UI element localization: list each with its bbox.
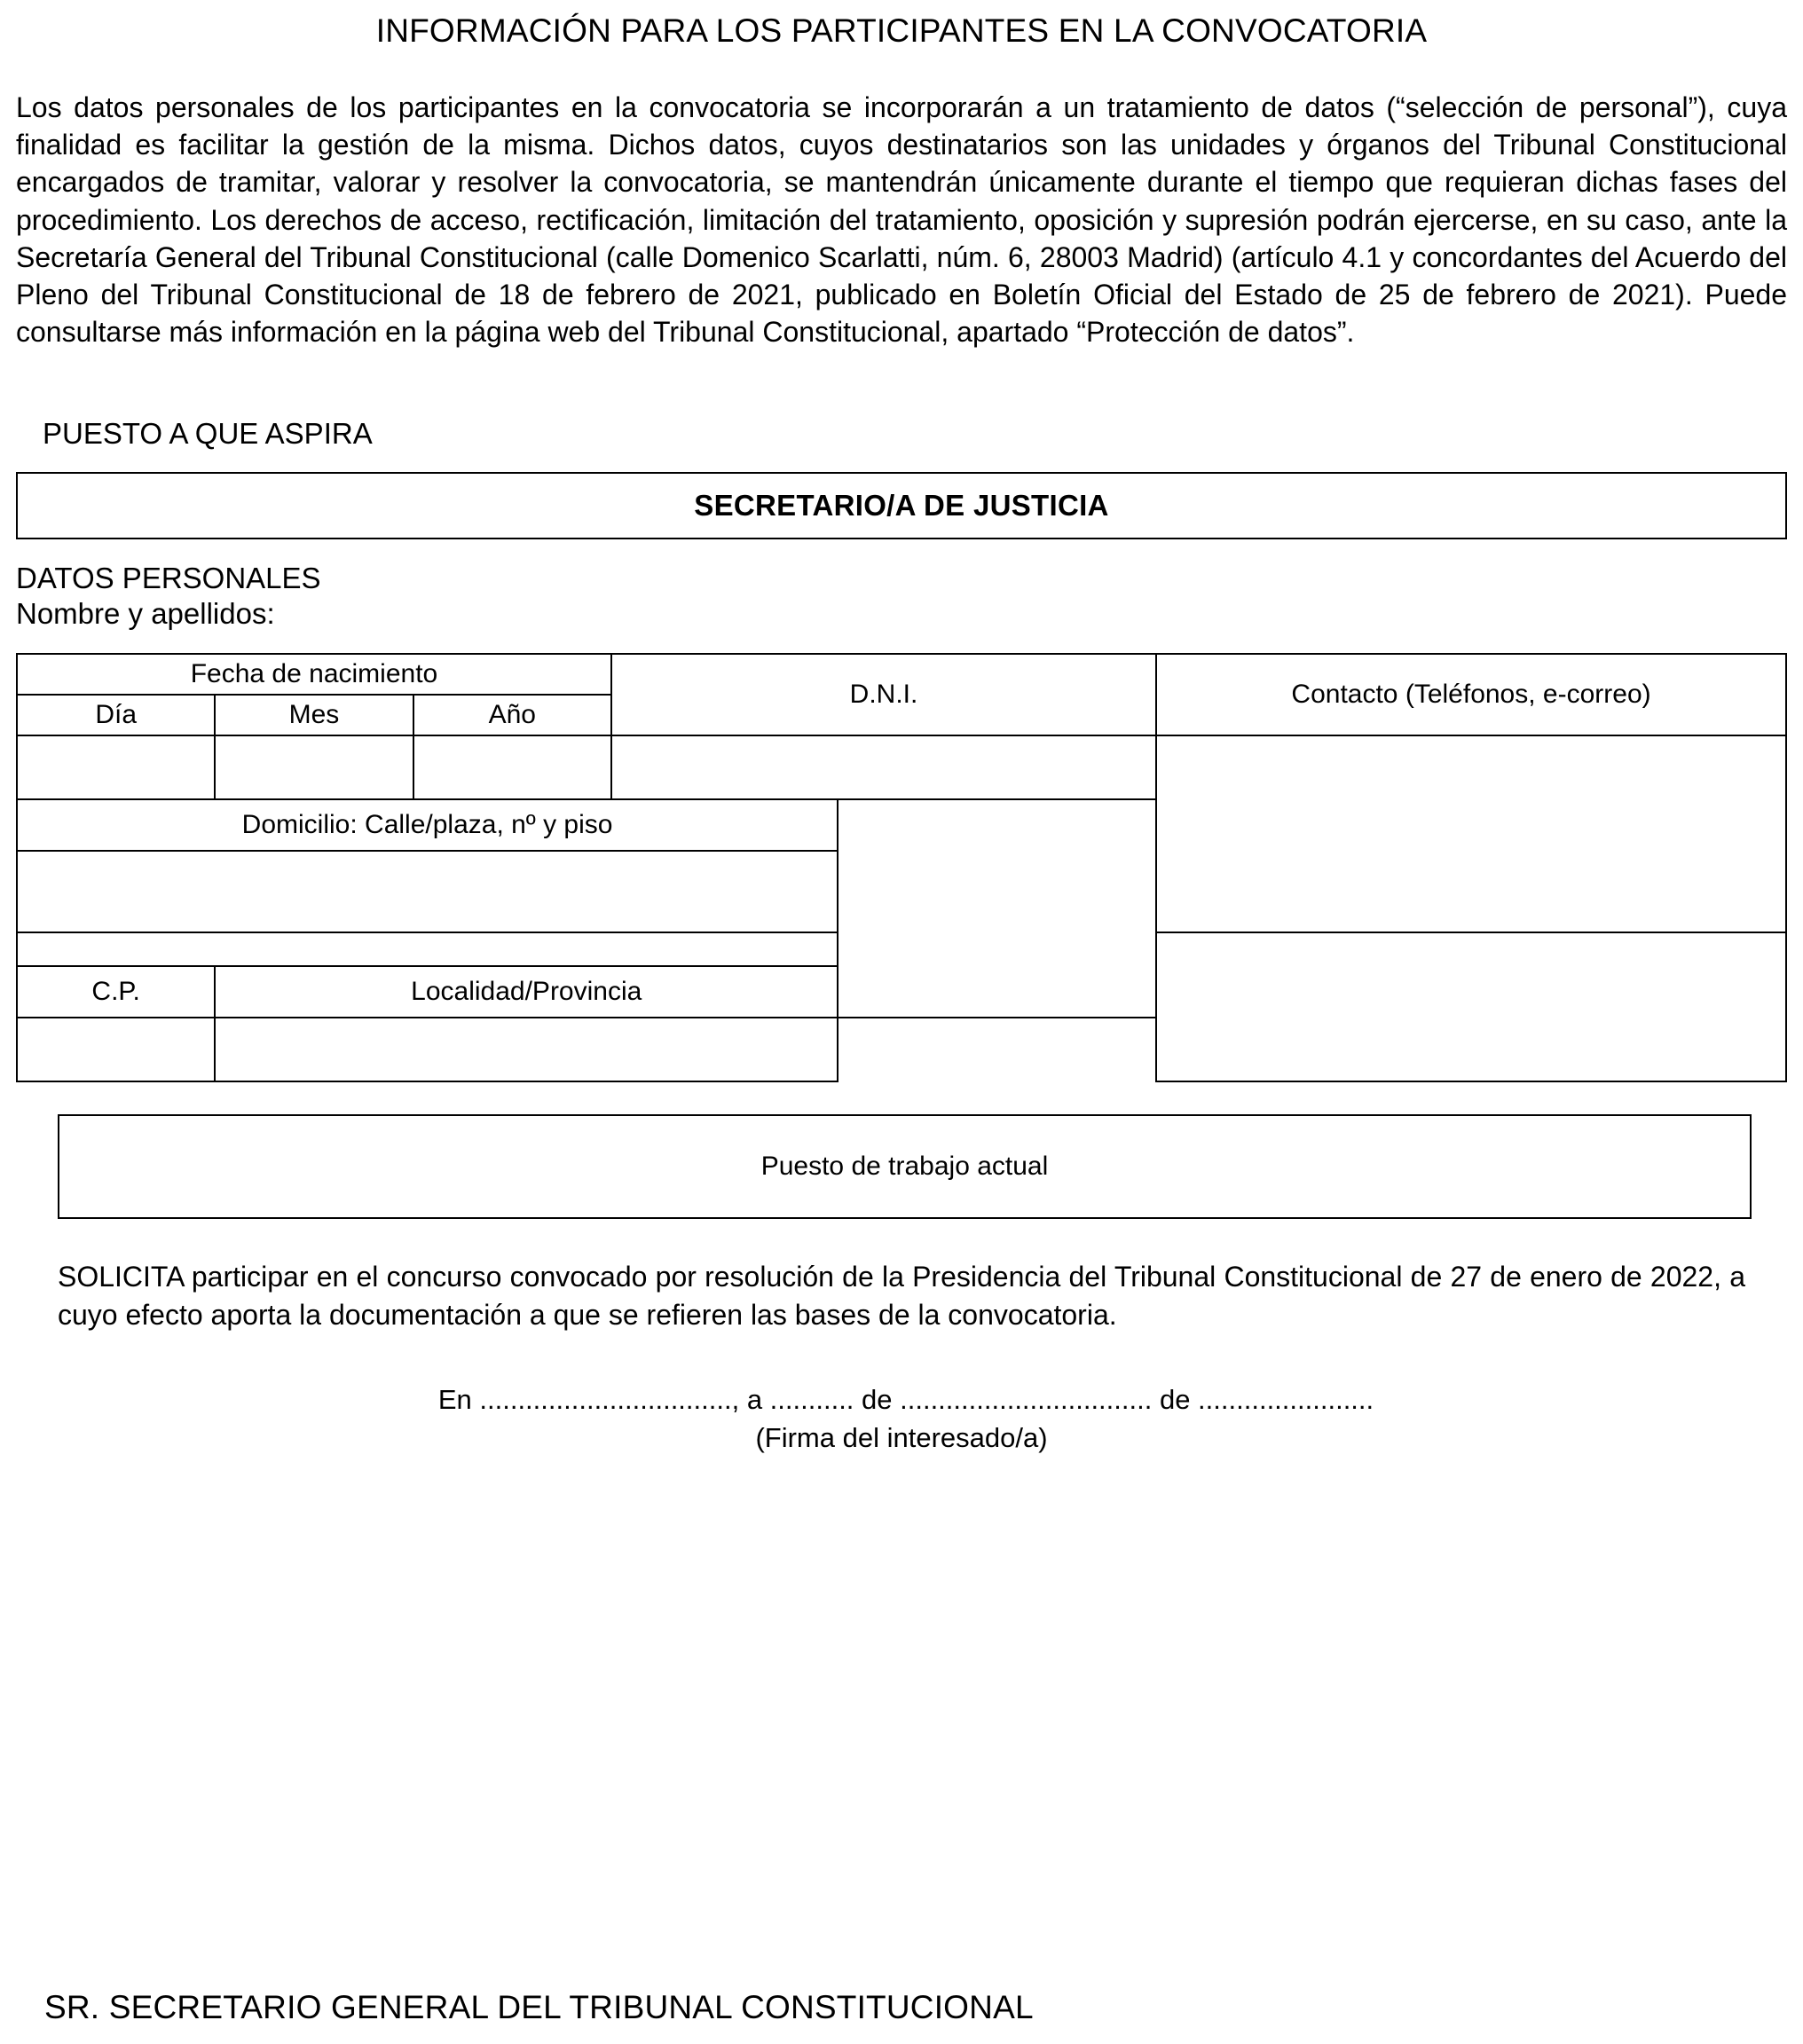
puesto-aspira-value: SECRETARIO/A DE JUSTICIA <box>694 488 1109 522</box>
nombre-apellidos-label: Nombre y apellidos: <box>16 596 275 630</box>
cell-mes-label: Mes <box>215 695 413 735</box>
cell-fecha-nacimiento-label: Fecha de nacimiento <box>17 654 611 695</box>
cell-cp-label: C.P. <box>17 966 215 1018</box>
signature-date-line: En ................................., a ........... de ................................. de ....................... <box>437 1383 1374 1415</box>
field-contacto-1[interactable] <box>1156 735 1786 932</box>
spacer-cell <box>838 799 1156 1018</box>
table-row <box>17 735 1786 799</box>
section-label-puesto: PUESTO A QUE ASPIRA <box>43 416 373 450</box>
field-anio[interactable] <box>413 735 611 799</box>
field-mes[interactable] <box>215 735 413 799</box>
cell-anio-label: Año <box>413 695 611 735</box>
field-domicilio-cont[interactable] <box>17 932 838 966</box>
page-title: INFORMACIÓN PARA LOS PARTICIPANTES EN LA CONVOCATORIA <box>375 12 1428 49</box>
personal-data-table <box>16 653 1787 1082</box>
datos-personales-heading <box>16 561 1787 633</box>
cell-localidad-label: Localidad/Provincia <box>215 966 838 1018</box>
field-dia[interactable] <box>17 735 215 799</box>
puesto-trabajo-actual-box[interactable] <box>58 1114 1752 1219</box>
document-page <box>0 12 1803 2044</box>
table-row <box>17 654 1786 695</box>
solicita-paragraph: SOLICITA participar en el concurso convocado por resolución de la Presidencia del Tribunal Constitucional de 27 de enero de 2022, a cuyo efecto aporta la documentación a que se refieren las bases de la convocatoria. <box>58 1261 1745 1332</box>
field-cp[interactable] <box>17 1018 215 1081</box>
field-dni[interactable] <box>611 735 1156 799</box>
cell-domicilio-label: Domicilio: Calle/plaza, nº y piso <box>17 799 838 851</box>
footer-addressee: SR. SECRETARIO GENERAL DEL TRIBUNAL CONSTITUCIONAL <box>44 1989 1034 2025</box>
field-contacto-2[interactable] <box>1156 932 1786 1081</box>
cell-contacto-label: Contacto (Teléfonos, e-correo) <box>1156 654 1786 735</box>
datos-personales-label: DATOS PERSONALES <box>16 561 321 594</box>
signature-block <box>16 1380 1787 1458</box>
cell-dni-label: D.N.I. <box>611 654 1156 735</box>
puesto-aspira-box <box>16 472 1787 539</box>
signature-caption: (Firma del interesado/a) <box>755 1422 1048 1454</box>
puesto-trabajo-actual-label: Puesto de trabajo actual <box>760 1152 1049 1182</box>
field-localidad[interactable] <box>215 1018 838 1081</box>
field-domicilio[interactable] <box>17 851 838 932</box>
cell-dia-label: Día <box>17 695 215 735</box>
privacy-notice-paragraph: Los datos personales de los participantes en la convocatoria se incorporarán a un tratamiento de datos (“selección de personal”), cuya finalidad es facilitar la gestión de la misma. Dichos datos, cuyos destinatarios son las unidades y órganos del Tribunal Constitucional encargados de tramitar, valorar y resolver la convocatoria, se mantendrán únicamente durante el tiempo que requieran dichas fases del procedimiento. Los derechos de acceso, rectificación, limitación del tratamiento, oposición y supresión podrán ejercerse, en su caso, ante la Secretaría General del Tribunal Constitucional (calle Domenico Scarlatti, núm. 6, 28003 Madrid) (artículo 4.1 y concordantes del Acuerdo del Pleno del Tribunal Constitucional de 18 de febrero de 2021, publicado en Boletín Oficial del Estado de 25 de febrero de 2021). Puede consultarse más información en la página web del Tribunal Constitucional, apartado “Protección de datos”. <box>16 91 1787 349</box>
